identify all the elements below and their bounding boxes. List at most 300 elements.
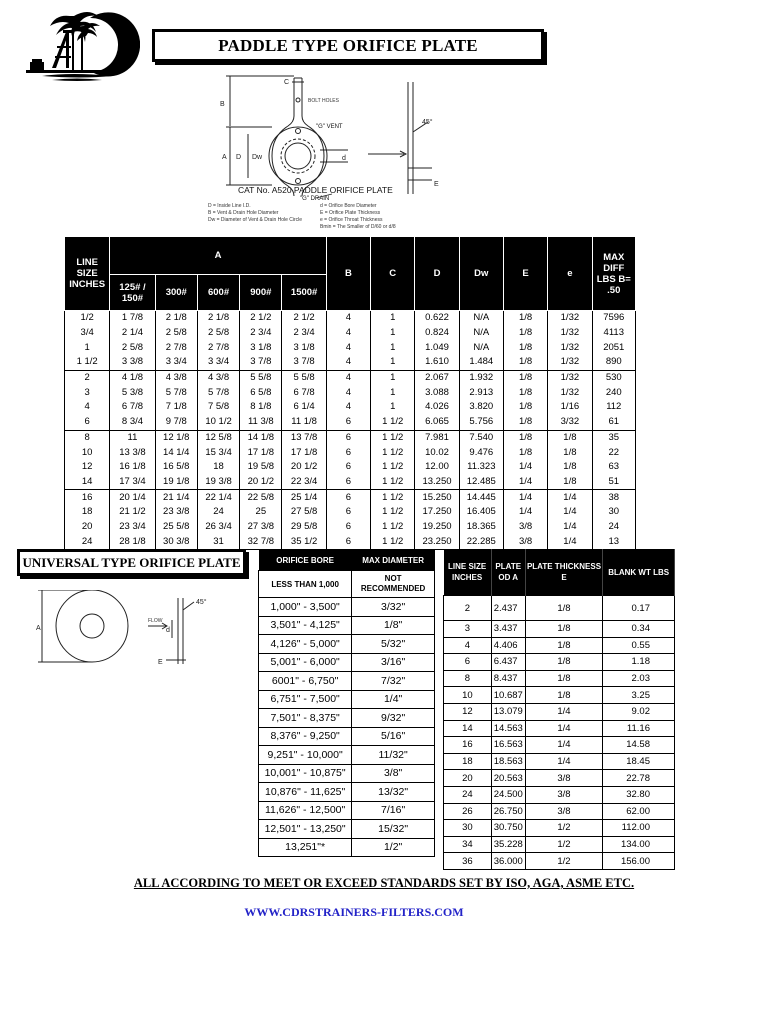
paddle-table-cell: 3 7/8 — [240, 355, 282, 370]
label-e: E — [434, 181, 439, 188]
paddle-table-cell: 6 — [326, 490, 370, 505]
blank-table-cell: 4 — [444, 637, 492, 654]
paddle-table-cell: 17 1/8 — [240, 445, 282, 460]
paddle-table-cell: 11 3/8 — [240, 415, 282, 430]
blank-table-cell: 1/8 — [525, 596, 603, 621]
paddle-table-cell: 51 — [592, 475, 635, 490]
paddle-table-cell: 1/8 — [503, 385, 547, 400]
paddle-table-body — [65, 311, 636, 550]
blank-table-cell: 0.17 — [603, 596, 675, 621]
paddle-table-cell: 1 1/2 — [371, 534, 415, 549]
paddle-table-cell: 4 — [65, 400, 110, 415]
header-a: A — [110, 237, 326, 275]
paddle-table-cell: 18 — [197, 460, 239, 475]
blank-table-row — [444, 737, 675, 754]
paddle-table-cell: 22 5/8 — [240, 490, 282, 505]
paddle-table-cell: 4 — [326, 311, 370, 326]
paddle-table-cell: 30 — [592, 505, 635, 520]
paddle-table-cell: 19 1/8 — [155, 475, 197, 490]
paddle-table-cell: 1/8 — [503, 400, 547, 415]
bore-table-cell: 9,251" - 10,000" — [259, 746, 352, 765]
paddle-table-cell: 2 1/2 — [282, 311, 326, 326]
bore-table-row — [259, 783, 435, 802]
paddle-table-cell: 1/8 — [548, 445, 592, 460]
blank-table-row — [444, 853, 675, 870]
paddle-table-cell: 3 — [65, 385, 110, 400]
paddle-table-row — [65, 385, 636, 400]
label-g-vent: "G" VENT — [316, 124, 343, 130]
paddle-table-cell: 15 3/4 — [197, 445, 239, 460]
paddle-table-cell: 8 1/8 — [240, 400, 282, 415]
paddle-table-cell: 19 3/8 — [197, 475, 239, 490]
paddle-table-cell: 3 7/8 — [282, 355, 326, 370]
bore-table-row — [259, 727, 435, 746]
bore-table-cell: 11,626" - 12,500" — [259, 801, 352, 820]
bore-table-cell: 5/32" — [352, 635, 435, 654]
header-a-600: 600# — [197, 275, 239, 311]
paddle-table-cell: 18.365 — [459, 520, 503, 535]
paddle-table-cell: 2 1/8 — [155, 311, 197, 326]
paddle-table-cell: 1 — [371, 326, 415, 341]
paddle-table-cell: 17.250 — [415, 505, 459, 520]
blank-table-row — [444, 803, 675, 820]
paddle-table-row — [65, 400, 636, 415]
paddle-table-cell: 25 — [240, 505, 282, 520]
paddle-table-cell: 16 1/8 — [110, 460, 155, 475]
paddle-table-cell: 1/32 — [548, 370, 592, 385]
paddle-table-cell: 1 — [371, 385, 415, 400]
paddle-table-cell: 6 — [65, 415, 110, 430]
paddle-table-cell: 2 5/8 — [110, 340, 155, 355]
paddle-table-cell: 22 1/4 — [197, 490, 239, 505]
paddle-table-cell: 1/16 — [548, 400, 592, 415]
blank-table-cell: 24 — [444, 786, 492, 803]
uni-label-d: d — [166, 627, 170, 634]
header-plate-thickness: PLATE THICKNESS E — [525, 549, 603, 596]
paddle-table-cell: 3 1/8 — [240, 340, 282, 355]
paddle-table-cell: 2 3/4 — [282, 326, 326, 341]
blank-table-cell: 62.00 — [603, 803, 675, 820]
bore-table-cell: 11/32" — [352, 746, 435, 765]
bore-table-row — [259, 820, 435, 839]
bore-table-cell: 3/8" — [352, 764, 435, 783]
paddle-table-cell: 3/4 — [65, 326, 110, 341]
paddle-table-cell: 1/2 — [65, 311, 110, 326]
blank-table-cell: 36 — [444, 853, 492, 870]
drawing-caption: CAT No. A520 PADDLE ORIFICE PLATE — [238, 185, 393, 195]
bore-table-cell: 13/32" — [352, 783, 435, 802]
paddle-table-cell: 27 3/8 — [240, 520, 282, 535]
legend-left-1: D = Inside Line I.D. — [208, 203, 251, 209]
bore-table-cell: 1/2" — [352, 838, 435, 857]
paddle-table-row — [65, 370, 636, 385]
paddle-table-cell: 112 — [592, 400, 635, 415]
paddle-table-cell: 9 7/8 — [155, 415, 197, 430]
paddle-table-cell: 1 — [371, 340, 415, 355]
paddle-table-cell: 2 1/4 — [110, 326, 155, 341]
paddle-table-cell: 2 7/8 — [155, 340, 197, 355]
paddle-table-cell: 14 — [65, 475, 110, 490]
header-line-size-inches: LINE SIZE INCHES — [444, 549, 492, 596]
blank-table-cell: 1/8 — [525, 687, 603, 704]
paddle-table-cell: 3 3/4 — [197, 355, 239, 370]
label-d: D — [236, 154, 242, 161]
paddle-table-cell: 1 1/2 — [371, 430, 415, 445]
blank-table-cell: 26.750 — [491, 803, 525, 820]
bore-table-row — [259, 764, 435, 783]
blank-table-cell: 13.079 — [491, 703, 525, 720]
paddle-table-cell: 16 5/8 — [155, 460, 197, 475]
blank-table-cell: 18.45 — [603, 753, 675, 770]
paddle-table-cell: 4 — [326, 340, 370, 355]
blank-table-cell: 14.58 — [603, 737, 675, 754]
paddle-table-cell: N/A — [459, 340, 503, 355]
uni-label-flow: FLOW — [148, 618, 163, 624]
paddle-table-row — [65, 415, 636, 430]
blank-table-cell: 26 — [444, 803, 492, 820]
bore-table-cell: 8,376" - 9,250" — [259, 727, 352, 746]
paddle-table-cell: 24 — [65, 534, 110, 549]
paddle-table-cell: 8 — [65, 430, 110, 445]
paddle-table-cell: 1/8 — [548, 460, 592, 475]
blank-table-cell: 4.406 — [491, 637, 525, 654]
paddle-table-cell: 4.026 — [415, 400, 459, 415]
paddle-table-cell: 2 3/4 — [240, 326, 282, 341]
paddle-table-cell: 11 1/8 — [282, 415, 326, 430]
header-dw: Dw — [459, 237, 503, 311]
header-e-lower: e — [548, 237, 592, 311]
blank-table-row — [444, 770, 675, 787]
paddle-table-cell: 6 — [326, 430, 370, 445]
paddle-table-cell: N/A — [459, 326, 503, 341]
company-logo — [22, 10, 140, 82]
paddle-table-cell: 1.049 — [415, 340, 459, 355]
label-g-drain: "G" DRAIN — [300, 196, 330, 202]
blank-table-cell: 1/4 — [525, 703, 603, 720]
paddle-table-cell: 1/32 — [548, 385, 592, 400]
orifice-bore-table — [258, 550, 435, 857]
paddle-table-cell: 1/4 — [503, 490, 547, 505]
blank-table-cell: 24.500 — [491, 786, 525, 803]
paddle-table-cell: 1/8 — [503, 326, 547, 341]
legend-left-2: B = Vent & Drain Hole Diameter — [208, 210, 279, 216]
paddle-table-row — [65, 445, 636, 460]
paddle-table-cell: 1/8 — [503, 415, 547, 430]
paddle-table-cell: 2 — [65, 370, 110, 385]
paddle-table-row — [65, 460, 636, 475]
bore-table-row — [259, 571, 435, 598]
blank-table-cell: 0.55 — [603, 637, 675, 654]
blank-table-cell: 1.18 — [603, 654, 675, 671]
blank-table-row — [444, 786, 675, 803]
header-a-300: 300# — [155, 275, 197, 311]
paddle-table-cell: 29 5/8 — [282, 520, 326, 535]
paddle-table-cell: 13.250 — [415, 475, 459, 490]
paddle-table-cell: 12.485 — [459, 475, 503, 490]
paddle-table-cell: 1/32 — [548, 340, 592, 355]
header-a-150: 125# / 150# — [110, 275, 155, 311]
paddle-table-cell: 12 5/8 — [197, 430, 239, 445]
blank-table-cell: 1/4 — [525, 753, 603, 770]
blank-table-row — [444, 670, 675, 687]
paddle-table-cell: 5 5/8 — [240, 370, 282, 385]
paddle-table-cell: 1 1/2 — [65, 355, 110, 370]
paddle-table-cell: 6 — [326, 505, 370, 520]
paddle-table-row — [65, 534, 636, 549]
header-plate-od: PLATE OD A — [491, 549, 525, 596]
blank-table-row — [444, 687, 675, 704]
paddle-table-cell: 7 1/8 — [155, 400, 197, 415]
paddle-table-cell: 23.250 — [415, 534, 459, 549]
blank-table-cell: 14.563 — [491, 720, 525, 737]
paddle-table-cell: 3 3/8 — [110, 355, 155, 370]
blank-table-row — [444, 836, 675, 853]
paddle-table-cell: 1 1/2 — [371, 505, 415, 520]
paddle-table-cell: 1/4 — [503, 475, 547, 490]
paddle-table-cell: 19 5/8 — [240, 460, 282, 475]
blank-table-cell: 16 — [444, 737, 492, 754]
paddle-table-cell: 31 — [197, 534, 239, 549]
paddle-table-cell: 1/8 — [503, 340, 547, 355]
bore-table-cell: 4,126" - 5,000" — [259, 635, 352, 654]
bore-table-cell: 1/8" — [352, 616, 435, 635]
blank-table-row — [444, 596, 675, 621]
paddle-table-cell: 17 1/8 — [282, 445, 326, 460]
blank-table-cell: 1/4 — [525, 737, 603, 754]
paddle-table-cell: 4 — [326, 326, 370, 341]
blank-table-cell: 3 — [444, 621, 492, 638]
paddle-table-cell: 11 — [110, 430, 155, 445]
paddle-table-cell: 1/8 — [548, 475, 592, 490]
blank-table-cell: 18 — [444, 753, 492, 770]
blank-table-cell: 156.00 — [603, 853, 675, 870]
website-link[interactable]: WWW.CDRSTRAINERS-FILTERS.COM — [244, 905, 464, 919]
bore-table-cell: 1/4" — [352, 690, 435, 709]
paddle-table-cell: 1/4 — [548, 505, 592, 520]
bore-table-cell: 10,001" - 10,875" — [259, 764, 352, 783]
paddle-table-cell: 7 5/8 — [197, 400, 239, 415]
paddle-table-cell: 2.067 — [415, 370, 459, 385]
label-b: B — [220, 101, 225, 108]
blank-table-row — [444, 621, 675, 638]
paddle-table-cell: 26 3/4 — [197, 520, 239, 535]
blank-table-row — [444, 703, 675, 720]
paddle-table-cell: 35 — [592, 430, 635, 445]
paddle-table-cell: 1 1/2 — [371, 460, 415, 475]
paddle-table-cell: 16.405 — [459, 505, 503, 520]
paddle-table-cell: 3 3/4 — [155, 355, 197, 370]
paddle-table-cell: 22 — [592, 445, 635, 460]
blank-table-cell: 1/8 — [525, 637, 603, 654]
blank-table-cell: 30 — [444, 820, 492, 837]
paddle-table-cell: 3.820 — [459, 400, 503, 415]
paddle-table-cell: 3/8 — [503, 534, 547, 549]
blank-table-cell: 35.228 — [491, 836, 525, 853]
paddle-table-cell: 3 1/8 — [282, 340, 326, 355]
paddle-table-cell: 1/4 — [548, 490, 592, 505]
blank-table-cell: 2 — [444, 596, 492, 621]
paddle-table-row — [65, 355, 636, 370]
paddle-table-cell: 61 — [592, 415, 635, 430]
blank-table-cell: 10.687 — [491, 687, 525, 704]
bore-table-cell: 5/16" — [352, 727, 435, 746]
bore-table-cell: 1,000" - 3,500" — [259, 598, 352, 617]
paddle-table-cell: 1/32 — [548, 326, 592, 341]
paddle-table-cell: 20 1/4 — [110, 490, 155, 505]
paddle-table-cell: 13 — [592, 534, 635, 549]
paddle-table-row — [65, 505, 636, 520]
paddle-table-cell: 1 — [371, 370, 415, 385]
bore-table-cell: 3/32" — [352, 598, 435, 617]
paddle-table-cell: 1 1/2 — [371, 475, 415, 490]
paddle-table-cell: 21 1/2 — [110, 505, 155, 520]
header-e-upper: E — [503, 237, 547, 311]
paddle-table-cell: 1/8 — [503, 311, 547, 326]
blank-table-cell: 3/8 — [525, 770, 603, 787]
blank-table-cell: 1/8 — [525, 654, 603, 671]
label-dw: Dw — [252, 154, 263, 161]
blank-table-cell: 1/2 — [525, 836, 603, 853]
blank-table-cell: 1/8 — [525, 670, 603, 687]
header-max-diff: MAX DIFF LBS B= .50 — [592, 237, 635, 311]
paddle-table-cell: 1.932 — [459, 370, 503, 385]
paddle-table-cell: 10 1/2 — [197, 415, 239, 430]
paddle-table-cell: 6 7/8 — [110, 400, 155, 415]
paddle-table-cell: 20 1/2 — [282, 460, 326, 475]
universal-title: UNIVERSAL TYPE ORIFICE PLATE — [17, 549, 246, 576]
bore-table-cell: 10,876" - 11,625" — [259, 783, 352, 802]
blank-table-cell: 14 — [444, 720, 492, 737]
blank-table-cell: 36.000 — [491, 853, 525, 870]
paddle-table-cell: 21 1/4 — [155, 490, 197, 505]
paddle-table-cell: 5.756 — [459, 415, 503, 430]
paddle-table-row — [65, 520, 636, 535]
bore-table-row — [259, 616, 435, 635]
blank-table-cell: 6.437 — [491, 654, 525, 671]
bore-table-row — [259, 635, 435, 654]
bore-table-cell: 6001" - 6,750" — [259, 672, 352, 691]
paddle-table-cell: 1/8 — [503, 430, 547, 445]
paddle-table-cell: 1 — [371, 311, 415, 326]
blank-table-cell: 1/4 — [525, 720, 603, 737]
header-line-size: LINE SIZE INCHES — [65, 237, 110, 311]
paddle-table-cell: 890 — [592, 355, 635, 370]
blank-table-row — [444, 820, 675, 837]
paddle-table-cell: 3/32 — [548, 415, 592, 430]
paddle-table-row — [65, 475, 636, 490]
paddle-table-cell: 5 7/8 — [197, 385, 239, 400]
paddle-table-cell: 6 — [326, 415, 370, 430]
paddle-table-cell: 1/8 — [503, 355, 547, 370]
bore-table-cell: LESS THAN 1,000 — [259, 571, 352, 598]
paddle-table-cell: 38 — [592, 490, 635, 505]
blank-table-cell: 0.34 — [603, 621, 675, 638]
paddle-table-cell: 22 3/4 — [282, 475, 326, 490]
paddle-table-cell: 7.981 — [415, 430, 459, 445]
paddle-table-cell: 20 1/2 — [240, 475, 282, 490]
paddle-table-row — [65, 490, 636, 505]
paddle-table-cell: 25 1/4 — [282, 490, 326, 505]
paddle-table-cell: 4 — [326, 355, 370, 370]
paddle-table-cell: 22.285 — [459, 534, 503, 549]
header-b: B — [326, 237, 370, 311]
blank-table-cell: 12 — [444, 703, 492, 720]
blank-table-row — [444, 637, 675, 654]
paddle-table-cell: 11.323 — [459, 460, 503, 475]
paddle-table-cell: 1 1/2 — [371, 445, 415, 460]
label-d-small: d — [342, 155, 346, 162]
paddle-table-cell: 2 5/8 — [197, 326, 239, 341]
bore-table-row — [259, 690, 435, 709]
paddle-table-cell: 7.540 — [459, 430, 503, 445]
label-bolt-holes: BOLT HOLES — [308, 98, 339, 104]
blank-table-cell: 1/2 — [525, 853, 603, 870]
header-blank-weight: BLANK WT LBS — [603, 549, 675, 596]
bore-table-row — [259, 672, 435, 691]
paddle-table-cell: 18 — [65, 505, 110, 520]
bore-table-cell: 3/16" — [352, 653, 435, 672]
header-a-1500: 1500# — [282, 275, 326, 311]
label-angle: 45° — [422, 119, 433, 126]
bore-table-cell: 13,251"* — [259, 838, 352, 857]
paddle-orifice-drawing — [208, 72, 440, 232]
bore-table-cell: 15/32" — [352, 820, 435, 839]
header-a-900: 900# — [240, 275, 282, 311]
paddle-table-cell: 14 1/4 — [155, 445, 197, 460]
paddle-table-cell: 6 5/8 — [240, 385, 282, 400]
uni-label-angle: 45° — [196, 599, 207, 606]
paddle-table-cell: 24 — [197, 505, 239, 520]
bore-table-body — [259, 571, 435, 857]
paddle-table-cell: 1 — [371, 400, 415, 415]
blank-table-cell: 3/8 — [525, 786, 603, 803]
paddle-table-cell: 30 3/8 — [155, 534, 197, 549]
paddle-table-cell: 17 3/4 — [110, 475, 155, 490]
bore-table-cell: 12,501" - 13,250" — [259, 820, 352, 839]
paddle-table-cell: 13 3/8 — [110, 445, 155, 460]
bore-table-cell: 7,501" - 8,375" — [259, 709, 352, 728]
paddle-table-cell: 1 1/2 — [371, 490, 415, 505]
header-c: C — [371, 237, 415, 311]
blank-table-cell: 6 — [444, 654, 492, 671]
paddle-table-cell: 25 5/8 — [155, 520, 197, 535]
paddle-table-cell: 4 1/8 — [110, 370, 155, 385]
paddle-table-cell: 27 5/8 — [282, 505, 326, 520]
paddle-table-cell: N/A — [459, 311, 503, 326]
blank-table-cell: 16.563 — [491, 737, 525, 754]
blank-table-cell: 3/8 — [525, 803, 603, 820]
header-d: D — [415, 237, 459, 311]
blank-table-cell: 134.00 — [603, 836, 675, 853]
blank-table-cell: 2.03 — [603, 670, 675, 687]
paddle-table-cell: 63 — [592, 460, 635, 475]
blank-table-cell: 22.78 — [603, 770, 675, 787]
blank-table-cell: 34 — [444, 836, 492, 853]
bore-table-row — [259, 653, 435, 672]
paddle-table-cell: 3/8 — [503, 520, 547, 535]
bore-table-cell: 9/32" — [352, 709, 435, 728]
paddle-table-cell: 1.610 — [415, 355, 459, 370]
paddle-table-cell: 6 — [326, 475, 370, 490]
uni-label-a: A — [36, 625, 41, 632]
paddle-table-cell: 8 3/4 — [110, 415, 155, 430]
blank-table-row — [444, 753, 675, 770]
paddle-table-cell: 1 1/2 — [371, 415, 415, 430]
blank-table-cell: 32.80 — [603, 786, 675, 803]
paddle-table-cell: 1 — [65, 340, 110, 355]
paddle-table-cell: 9.476 — [459, 445, 503, 460]
uni-label-e: E — [158, 659, 163, 666]
